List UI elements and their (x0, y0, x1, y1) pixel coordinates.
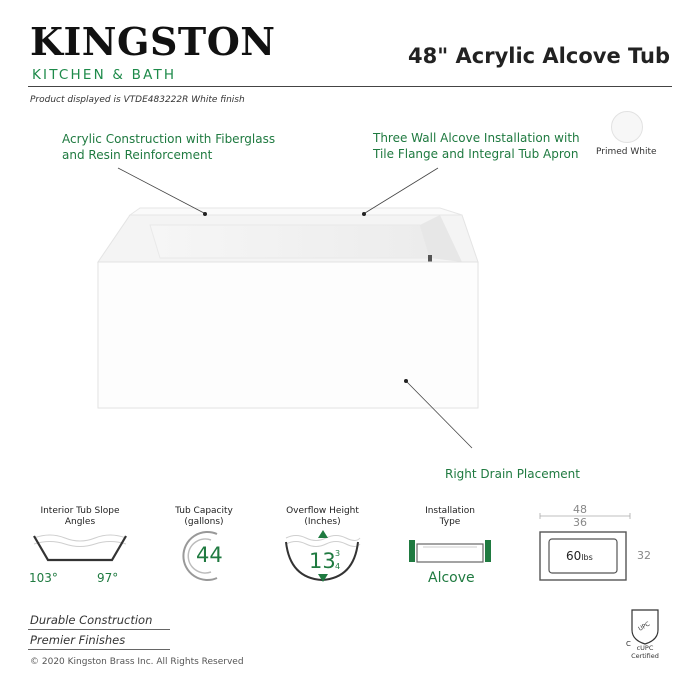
dimension-outer-length: 48 (573, 503, 587, 516)
feature-finishes: Premier Finishes (30, 633, 126, 647)
capacity-value: 44 (196, 543, 223, 567)
tub-weight (566, 549, 593, 563)
page-title: 48" Acrylic Alcove Tub (408, 44, 670, 68)
finish-label: Primed White (596, 147, 657, 157)
installation-label-1: Installation (425, 506, 475, 516)
dimension-inner-length: 36 (573, 516, 587, 529)
callout-construction-line-2: and Resin Reinforcement (62, 148, 213, 162)
spec-slope (35, 506, 125, 528)
leader-installation (365, 168, 438, 213)
overflow-label-1: Overflow Height (286, 506, 359, 516)
tub-basin (150, 225, 430, 258)
spec-capacity (160, 506, 248, 528)
spec-overflow (275, 506, 370, 528)
callout-construction-line-1: Acrylic Construction with Fiberglass (62, 132, 276, 146)
capacity-label-1: Tub Capacity (175, 506, 233, 516)
slope-label-1: Interior Tub Slope (40, 506, 120, 516)
leader-construction (118, 168, 204, 213)
slope-left-angle: 103° (29, 571, 58, 585)
product-note: Product displayed is VTDE483222R White finish (30, 95, 245, 105)
tub-tile-flange (130, 208, 462, 215)
cert-label-1: cUPC (636, 644, 654, 652)
feature-divider-1 (28, 629, 170, 630)
cert-label (627, 644, 663, 660)
dimension-depth: 32 (637, 549, 651, 562)
cert-label-2: Certified (631, 652, 659, 660)
leader-dot-drain (404, 379, 408, 383)
cert-c-letter: C (626, 640, 631, 648)
tub-apron (98, 262, 478, 408)
brand-subtitle: KITCHEN & BATH (32, 67, 177, 83)
slope-angle-icon (30, 530, 130, 572)
cert-badge-text: UPC (637, 620, 652, 633)
copyright: © 2020 Kingston Brass Inc. All Rights Reserved (30, 657, 244, 667)
callout-drain: Right Drain Placement (445, 467, 580, 481)
callout-installation-line-2: Tile Flange and Integral Tub Apron (373, 147, 579, 161)
installation-label-2: Type (439, 517, 461, 527)
slope-right-angle: 97° (97, 571, 119, 585)
tub-weight-value: 60 (566, 549, 582, 563)
tub-weight-unit: lbs (581, 553, 593, 562)
slope-label-2: Angles (64, 517, 96, 527)
feature-durable: Durable Construction (30, 613, 153, 627)
alcove-install-icon (405, 532, 495, 568)
overflow-whole: 13 (309, 549, 336, 573)
installation-type-value: Alcove (428, 570, 475, 586)
feature-divider-2 (28, 649, 170, 650)
cupc-certification-icon (622, 608, 668, 648)
overflow-fraction-denominator: 4 (335, 562, 341, 571)
leader-dot-installation (362, 212, 366, 216)
capacity-label-2: (gallons) (184, 517, 224, 527)
callout-installation-line-1: Three Wall Alcove Installation with (373, 131, 580, 145)
brand-name: KINGSTON (30, 19, 276, 64)
spec-installation (405, 506, 495, 528)
overflow-fraction-numerator: 3 (335, 549, 341, 558)
leader-dot-construction (203, 212, 207, 216)
overflow-label-2: (Inches) (304, 517, 341, 527)
